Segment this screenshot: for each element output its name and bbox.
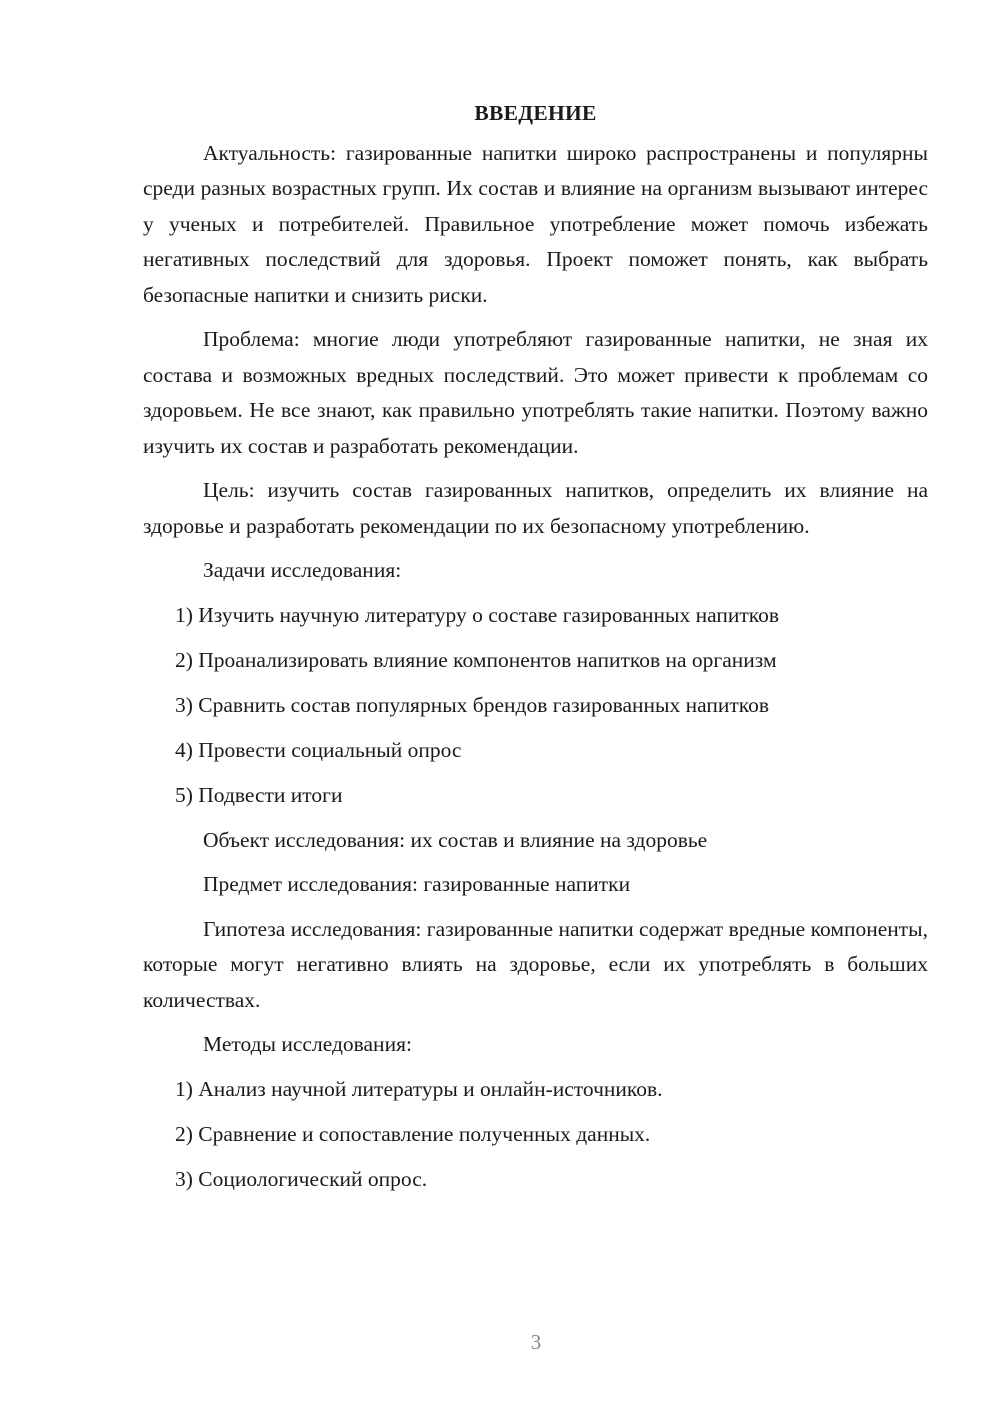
relevance-paragraph: Актуальность: газированные напитки широко распространены и популярны среди разных возрастных групп. Их состав и влияние на организм вызывают интерес у ученых и потребителей. Правильное употребление может помочь избежать негативных последствий для здоровья. Проект поможет понять, как выбрать безопасные напитки и снизить риски. bbox=[143, 140, 928, 307]
subject-paragraph: Предмет исследования: газированные напитки bbox=[203, 872, 631, 896]
tasks-list bbox=[143, 598, 928, 814]
page-title: ВВЕДЕНИЕ bbox=[474, 101, 597, 125]
list-item: 2) Сравнение и сопоставление полученных данных. bbox=[175, 1121, 651, 1146]
list-item: 1) Анализ научной литературы и онлайн-источников. bbox=[175, 1076, 663, 1101]
list-item: 2) Проанализировать влияние компонентов напитков на организм bbox=[175, 647, 777, 672]
methods-list bbox=[143, 1072, 928, 1198]
methods-heading: Методы исследования: bbox=[203, 1032, 412, 1056]
object-paragraph: Объект исследования: их состав и влияние на здоровье bbox=[203, 827, 708, 852]
list-item: 4) Провести социальный опрос bbox=[175, 737, 462, 762]
list-item: 3) Сравнить состав популярных брендов газированных напитков bbox=[175, 692, 770, 717]
list-item: 5) Подвести итоги bbox=[175, 782, 343, 807]
list-item: 3) Социологический опрос. bbox=[175, 1166, 428, 1191]
tasks-heading: Задачи исследования: bbox=[203, 558, 402, 582]
list-item: 1) Изучить научную литературу о составе газированных напитков bbox=[175, 602, 779, 627]
goal-paragraph: Цель: изучить состав газированных напитков, определить их влияние на здоровье и разработать рекомендации по их безопасному употреблению. bbox=[143, 478, 928, 538]
page-number: 3 bbox=[530, 1330, 542, 1354]
problem-paragraph: Проблема: многие люди употребляют газированные напитки, не зная их состава и возможных вредных последствий. Это может привести к проблемам со здоровьем. Не все знают, как правильно употреблять такие напитки. Поэтому важно изучить их состав и разработать рекомендации. bbox=[143, 327, 928, 458]
page-content bbox=[143, 96, 928, 1207]
hypothesis-paragraph: Гипотеза исследования: газированные напитки содержат вредные компоненты, которые могут негативно влиять на здоровье, если их употреблять в больших количествах. bbox=[143, 916, 928, 1012]
